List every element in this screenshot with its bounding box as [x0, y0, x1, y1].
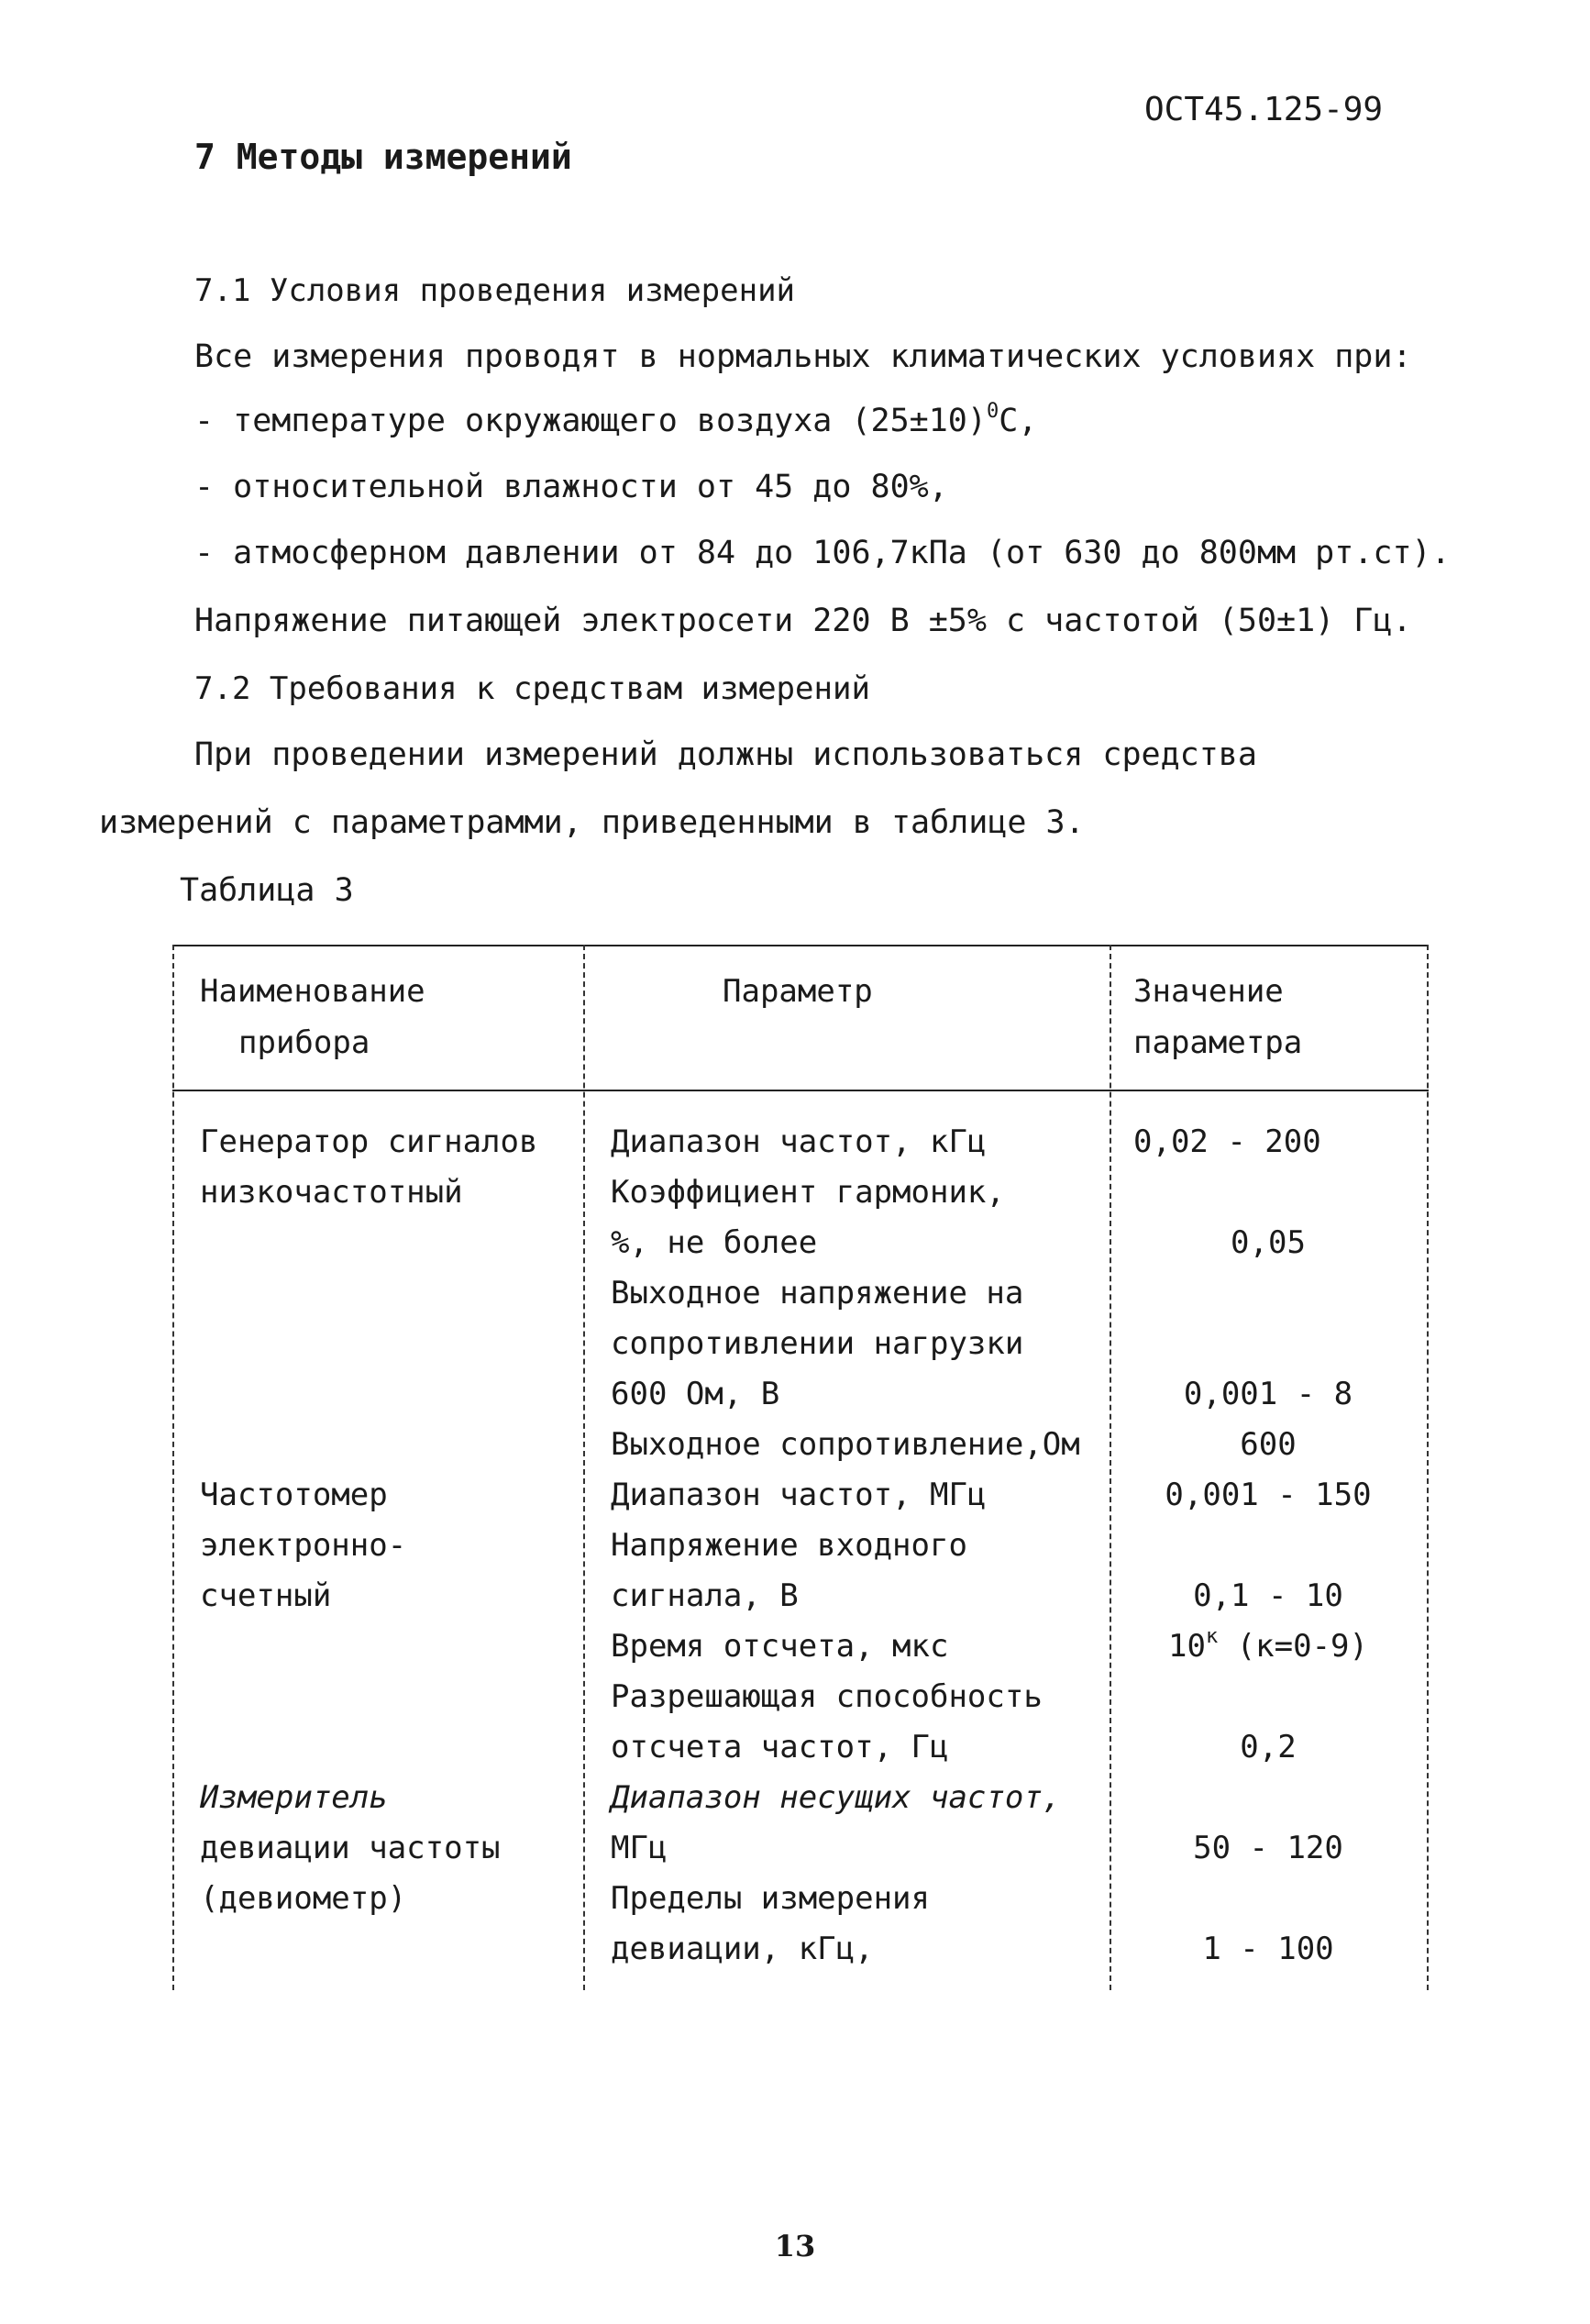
table-column-line [583, 945, 585, 1990]
table-row-7-param: Выходное сопротивление,Ом [611, 1426, 1080, 1463]
table-row-9-name: электронно- [200, 1527, 407, 1564]
table-row-9-param: Напряжение входного [611, 1527, 967, 1564]
requirements-paragraph-line-1: При проведении измерений должны использоваться средства [194, 736, 1257, 773]
table-row-5-param: сопротивлении нагрузки [611, 1325, 1024, 1362]
table-row-3-param: %, не более [611, 1224, 818, 1261]
table-row-17-param: девиации, кГц, [611, 1931, 874, 1967]
table-row-8-name: Частотомер [200, 1477, 388, 1513]
table-row-7-value: 600 [1240, 1426, 1297, 1463]
table-column-line [1427, 945, 1429, 1990]
table-row-16-param: Пределы измерения [611, 1880, 930, 1917]
table-row-14-param: Диапазон несущих частот, [611, 1779, 1062, 1816]
condition-humidity: - относительной влажности от 45 до 80%, [194, 469, 948, 505]
requirements-paragraph-line-2: измерений с параметрамми, приведенными в таблице 3. [99, 804, 1085, 841]
table-row-10-param: сигнала, В [611, 1577, 799, 1614]
table-row-17-value: 1 - 100 [1202, 1931, 1334, 1967]
conditions-intro: Все измерения проводят в нормальных климатических условиях при: [194, 338, 1412, 375]
section-heading: 7 Методы измерений [194, 137, 572, 177]
header-instrument-name-2: прибора [238, 1024, 370, 1061]
table-row-2-param: Коэффициент гармоник, [611, 1174, 1005, 1211]
document-code: ОСТ45.125-99 [1144, 91, 1384, 128]
table-row-11-value [1110, 1625, 1427, 1665]
temperature-unit: С, [999, 403, 1038, 439]
degree-superscript: 0 [986, 400, 999, 423]
table-row-11-param: Время отсчета, мкс [611, 1628, 949, 1665]
page-number: 13 [774, 2229, 816, 2263]
table-row-10-value: 0,1 - 10 [1193, 1577, 1343, 1614]
table-row-13-value: 0,2 [1240, 1729, 1297, 1765]
table-row-3-value: 0,05 [1231, 1224, 1306, 1261]
table-row-8-param: Диапазон частот, МГц [611, 1477, 987, 1513]
header-parameter: Параметр [723, 973, 873, 1010]
table-top-border [172, 945, 1429, 946]
table-row-4-param: Выходное напряжение на [611, 1275, 1024, 1311]
condition-temperature [194, 400, 1038, 439]
table-caption: Таблица 3 [180, 872, 354, 909]
table-row-16-name: (девиометр) [200, 1880, 407, 1917]
table-row-1-param: Диапазон частот, кГц [611, 1123, 987, 1160]
table-row-13-param: отсчета частот, Гц [611, 1729, 949, 1765]
table-row-14-name: Измеритель [200, 1779, 388, 1816]
power-range: (к=0-9) [1218, 1628, 1368, 1665]
table-row-12-param: Разрешающая способность [611, 1678, 1043, 1715]
table-row-6-value: 0,001 - 8 [1183, 1376, 1353, 1412]
condition-power-supply: Напряжение питающей электросети 220 В ±5% с частотой (50±1) Гц. [194, 603, 1412, 639]
table-row-6-param: 600 Ом, В [611, 1376, 780, 1412]
condition-temperature-text: - температуре окружающего воздуха (25±10) [194, 403, 987, 439]
instruments-table [172, 945, 1429, 1990]
power-base: 10 [1168, 1628, 1206, 1665]
table-row-1-value: 0,02 - 200 [1133, 1123, 1321, 1160]
table-row-15-param: МГц [611, 1830, 668, 1866]
power-exponent: к [1205, 1625, 1219, 1648]
subsection-heading-conditions: 7.1 Условия проведения измерений [194, 272, 796, 309]
condition-pressure: - атмосферном давлении от 84 до 106,7кПа (от 630 до 800мм рт.ст). [194, 535, 1451, 571]
table-header-divider [172, 1090, 1429, 1091]
table-row-15-value: 50 - 120 [1193, 1830, 1343, 1866]
table-row-10-name: счетный [200, 1577, 332, 1614]
header-value-1: Значение [1133, 973, 1284, 1010]
table-row-2-name: низкочастотный [200, 1174, 463, 1211]
table-row-8-value: 0,001 - 150 [1165, 1477, 1372, 1513]
table-row-15-name: девиации частоты [200, 1830, 501, 1866]
header-value-2: параметра [1133, 1024, 1303, 1061]
table-row-1-name: Генератор сигналов [200, 1123, 538, 1160]
table-column-line [172, 945, 174, 1990]
subsection-heading-requirements: 7.2 Требования к средствам измерений [194, 670, 870, 707]
header-instrument-name-1: Наименование [200, 973, 425, 1010]
